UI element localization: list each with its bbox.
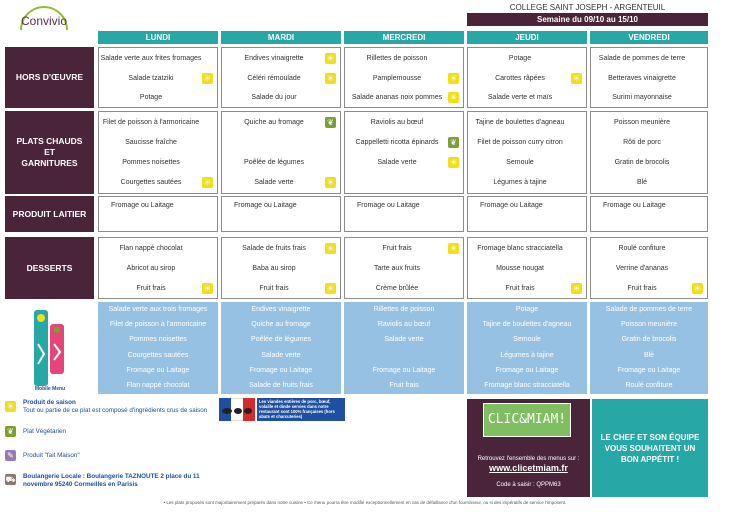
menu-item: Poisson meunière [613,118,671,126]
menu-item: Fruit frais [505,284,535,292]
menu-item: Quiche au fromage [244,118,304,126]
menu-item: Surimi mayonnaise [612,93,672,101]
menu-item: Pamplemousse [372,74,422,82]
clicmiam-logo: CLIC&MIAM! [483,403,571,437]
menu-item: Poêlée de légumes [244,158,304,166]
mobile-item: Gratin de brocolis [621,336,677,343]
french-flag-icon [219,398,255,421]
cell-hors-jeudi [467,47,587,108]
bakery-icon: ⛟ [5,474,16,484]
menu-item: Endives vinaigrette [244,54,304,62]
season-icon: ☀ [6,402,15,411]
category-desserts: DESSERTS [5,237,94,299]
season-icon: ☀ [449,157,458,167]
season-icon: ☀ [203,73,212,83]
mobile-item: Flan nappé chocolat [126,382,190,389]
cell-plats-mercredi [344,111,464,194]
cell-laitier-mardi [221,196,341,232]
menu-item: Flan nappé chocolat [119,244,183,252]
menu-item: Salade verte et maïs [487,93,553,101]
menu-item: Tajine de boulettes d'agneau [475,118,565,126]
cell-desserts-jeudi [467,237,587,299]
menu-item: Fromage blanc stracciatella [477,244,563,252]
mobile-item: Fromage ou Laitage [249,367,313,374]
menu-item: Crème brûlée [375,284,419,292]
cell-plats-vendredi [590,111,708,194]
cell-hors-lundi [98,47,218,108]
menu-item: Potage [508,54,532,62]
menu-item: Abricot au sirop [126,264,176,272]
day-header-lundi: LUNDI [98,31,218,44]
season-icon: ☀ [326,53,335,63]
vegetarian-icon: ❦ [448,137,459,148]
category-produit-laitier: PRODUIT LAITIER [5,196,94,232]
legend-boulangerie: Boulangerie Locale : Boulangerie TAZNOUTE 2 place du 11 novembre 95240 Cormeilles en Parisis [23,473,200,488]
convivio-logo [14,6,74,34]
vegetarian-icon: ❦ [5,426,16,437]
season-icon: ☀ [449,92,458,102]
season-icon: ☀ [693,283,702,293]
mobile-item: Fromage ou Laitage [617,367,681,374]
mobile-item: Salade de fruits frais [249,382,313,389]
clicmiam-box [467,399,590,497]
menu-item: Fromage ou Laitage [234,201,297,209]
menu-item: Semoule [506,158,534,166]
mobile-item: Fromage ou Laitage [495,367,559,374]
clicmiam-line1: Retrouvez l'ensemble des menus sur : [477,456,580,462]
menu-item: Salade de fruits frais [242,244,306,252]
mobile-item: Légumes à tajine [500,352,554,359]
day-header-mercredi: MERCREDI [344,31,464,44]
mobile-item: Courgettes sautées [127,352,189,359]
french-meat-text: Les viandes entières de porc, bœuf, volaille et dinde servies dans notre restaurant sont 100% françaises (hors abats et charcuteries) [257,398,345,421]
season-icon: ☀ [449,243,458,253]
day-header-vendredi: VENDREDI [590,31,708,44]
season-icon: ☀ [572,283,581,293]
cell-laitier-mercredi [344,196,464,232]
menu-item: Fruit frais [259,284,289,292]
menu-item: Blé [636,178,648,186]
menu-item: Fromage ou Laitage [603,201,666,209]
cell-desserts-lundi [98,237,218,299]
mobile-menu-logo-art [26,304,74,392]
menu-item: Salade verte [377,158,417,166]
legend [5,399,215,499]
legend-saison-desc: Tout ou partie de ce plat est composé d'ingrédients crus de saison [23,407,208,414]
mobile-col-jeudi [467,302,587,394]
menu-item: Rôti de porc [623,138,661,146]
mobile-item: Filet de poisson à l'armoricaine [109,321,207,328]
menu-item: Fruit frais [382,244,412,252]
menu-item: Pommes noisettes [122,158,180,166]
animals-icon [221,404,253,416]
menu-item: Salade de pommes de terre [598,54,686,62]
menu-item: Fromage ou Laitage [480,201,543,209]
clicmiam-url[interactable]: www.clicetmiam.fr [489,463,568,473]
menu-item: Baba au sirop [252,264,296,272]
mobile-item: Salade de pommes de terre [605,306,693,313]
menu-item: Raviolis au bœuf [370,118,424,126]
season-icon: ☀ [326,243,335,253]
category-hors-doeuvre: HORS D'ŒUVRE [5,47,94,108]
menu-item: Potage [139,93,163,101]
menu-item: Cappelletti ricotta épinards [355,138,439,146]
mobile-item: Roulé confiture [625,382,673,389]
menu-item: Mousse nougat [496,264,544,272]
cell-desserts-mardi [221,237,341,299]
menu-item: Courgettes sautées [120,178,182,186]
day-header-jeudi: JEUDI [467,31,587,44]
menu-item: Fromage ou Laitage [111,201,174,209]
season-icon: ☀ [203,283,212,293]
school-name: COLLEGE SAINT JOSEPH - ARGENTEUIL [509,3,666,12]
menu-item: Verrine d'ananas [615,264,669,272]
legend-veg: Plat Végétarien [23,428,67,435]
mobile-col-lundi [98,302,218,394]
cell-hors-vendredi [590,47,708,108]
cell-hors-mercredi [344,47,464,108]
cell-plats-lundi [98,111,218,194]
mobile-item: Salade verte [384,336,424,343]
category-plats-chauds: PLATS CHAUDS ET GARNITURES [5,111,94,194]
mobile-menu-logo-text: Mobile Menu [34,386,66,392]
mobile-item: Blé [643,352,655,359]
mobile-item: Pommes noisettes [129,336,187,343]
menu-item: Gratin de brocolis [614,158,670,166]
cell-desserts-mercredi [344,237,464,299]
cell-desserts-vendredi [590,237,708,299]
mobile-item: Salade verte aux trois fromages [108,306,208,313]
menu-item: Salade ananas noix pommes [351,93,443,101]
cell-plats-mardi [221,111,341,194]
legend-saison-title: Produit de saison [23,399,76,406]
cell-laitier-lundi [98,196,218,232]
menu-item: Fruit frais [627,284,657,292]
mobile-item: Rillettes de poisson [373,306,435,313]
mobile-col-mardi [221,302,341,394]
menu-item: Légumes à tajine [493,178,547,186]
menu-item: Céléri rémoulade [247,74,301,82]
cell-laitier-vendredi [590,196,708,232]
week-label: Semaine du 09/10 au 15/10 [467,13,708,26]
menu-item: Rillettes de poisson [366,54,428,62]
day-header-mardi: MARDI [221,31,341,44]
mobile-item: Raviolis au bœuf [377,321,431,328]
vegetarian-icon: ❦ [325,117,336,128]
menu-item: Saucisse fraîche [125,138,177,146]
mobile-item: Endives vinaigrette [251,306,311,313]
mobile-col-vendredi [590,302,708,394]
menu-item: Filet de poisson à l'armoricaine [102,118,200,126]
menu-item: Tarte aux fruits [374,264,420,272]
chef-message: LE CHEF ET SON ÉQUIPE VOUS SOUHAITENT UN BON APPÉTIT ! [592,399,708,497]
mobile-item: Tajine de boulettes d'agneau [482,321,572,328]
menu-item: Roulé confiture [618,244,666,252]
season-icon: ☀ [326,283,335,293]
menu-item: Betteraves vinaigrette [608,74,676,82]
footer-note: • Les plats proposés sont majoritairement préparés dans notre cuisine • Ce menu pourra être modifié exceptionnellement en cas de défaillance d'un fournisseur, ou si des impératifs de service l'imposent. [163,500,567,505]
legend-maison: Produit "fait Maison" [23,452,80,459]
menu-item: Carottes râpées [495,74,545,82]
menu-item: Salade tzatziki [128,74,174,82]
clicmiam-code: Code à saisir : QPPM63 [496,482,561,488]
mobile-item: Poêlée de légumes [251,336,311,343]
mobile-menu-logo [26,304,74,392]
season-icon: ☀ [326,177,335,187]
menu-item: Salade verte [254,178,294,186]
homemade-icon: ✎ [5,450,16,461]
mobile-item: Fromage blanc stracciatella [484,382,570,389]
menu-item: Fruit frais [136,284,166,292]
cell-hors-mardi [221,47,341,108]
menu-item: Fromage ou Laitage [357,201,420,209]
mobile-item: Quiche au fromage [251,321,311,328]
menu-item: Filet de poisson curry citron [477,138,563,146]
menu-item: Salade du jour [251,93,297,101]
french-meat-banner [219,398,345,421]
menu-item: Salade verte aux frites fromages [100,54,202,62]
mobile-item: Fromage ou Laitage [126,367,190,374]
mobile-item: Potage [515,306,539,313]
season-icon: ☀ [203,177,212,187]
season-icon: ☀ [449,73,458,83]
logo-text: Convivio [20,14,68,28]
cell-plats-jeudi [467,111,587,194]
mobile-col-mercredi [344,302,464,394]
legend-saison [23,399,223,415]
mobile-item: Fromage ou Laitage [372,367,436,374]
season-icon: ☀ [572,73,581,83]
mobile-item: Semoule [513,336,541,343]
cell-laitier-jeudi [467,196,587,232]
season-icon: ☀ [326,73,335,83]
mobile-item: Poisson meunière [620,321,678,328]
mobile-item: Salade verte [261,352,301,359]
mobile-item: Fruit frais [389,382,419,389]
